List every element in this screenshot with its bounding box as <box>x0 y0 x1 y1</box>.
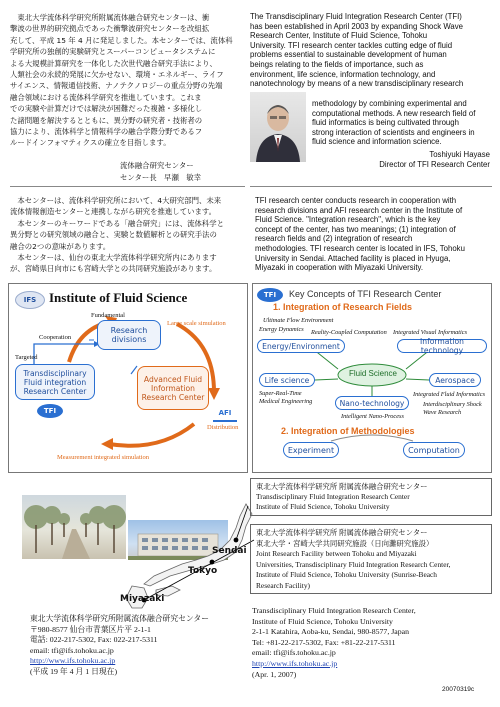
intro-en-sig-title: Director of TFI Research Center <box>379 159 490 169</box>
label-fundamental: Fundamental <box>91 312 125 319</box>
intro-en-line: computational methods. A new research field of <box>312 108 476 118</box>
information-technology-box <box>397 339 487 353</box>
footer-en <box>252 606 494 680</box>
divider <box>250 186 492 187</box>
miyazaki-box-line-5: Institute of Fluid Science, Tohoku University (Sunrise-Beach <box>256 570 438 579</box>
intro-en-sig-name: Toshiyuki Hayase <box>429 150 490 159</box>
sendai-facility-box <box>250 478 492 516</box>
intro-jp-line: 人類社会の永続的発展に欠かせない、環境・エネルギー、ライフ <box>10 70 224 80</box>
intro-jp-signature <box>120 160 250 184</box>
sendai-box-line-2: Transdisciplinary Fluid Integration Research Center <box>256 492 410 501</box>
miyazaki-box-line-6: Research Facility) <box>256 580 310 590</box>
center-en-line: Fluid Science. "Integration research", which is the key <box>255 215 441 225</box>
footer-jp-line-2: 〒980-8577 仙台市青葉区片平 2-1-1 <box>30 624 151 634</box>
footer-en-website-link[interactable]: http://www.ifs.tohoku.ac.jp <box>252 658 338 668</box>
label-distribution: Distribution <box>207 424 239 431</box>
miyazaki-facility-box <box>250 524 492 594</box>
footer-en-line-3: 2-1-1 Katahira, Aoba-ku, Sendai, 980-8577, Japan <box>252 627 409 637</box>
intro-en-line: nanotechnology by means of a new transdisciplinary research <box>250 79 464 89</box>
label-ultimate-flow: Ultimate Flow Environment <box>263 317 334 324</box>
sendai-box-line-1: 東北大学流体科学研究所 附属流体融合研究センター <box>256 482 428 491</box>
afi-logo-icon: AFI <box>213 406 237 422</box>
key-concepts-panel <box>252 283 492 473</box>
concepts-section-2: 2. Integration of Methodologies <box>281 426 415 436</box>
center-jp-line: が、宮崎県日向市にも宮崎大学との共同研究施設があります。 <box>10 264 217 274</box>
ifs-logo-icon: IFS <box>15 291 45 309</box>
information-technology-label: Information technology <box>420 337 464 355</box>
tfi-center-label: Transdisciplinary Fluid integration Research Center <box>23 368 87 396</box>
label-super-real-time: Super-Real-Time Medical Engineering <box>259 390 313 405</box>
center-en-line: methodologies. TFI research center is located in IFS, Tohoku <box>255 243 465 253</box>
intro-en-line: University. TFI research center tackles cutting edge of fluid <box>250 40 453 50</box>
center-en-line: research fields and (2) integration of research <box>255 234 413 244</box>
intro-jp-line: ルードインフォマティクスの確立を目指します。 <box>10 138 171 148</box>
label-integrated-visual: Integrated Visual Informatics <box>393 329 468 336</box>
sendai-label: Sendai <box>212 546 247 556</box>
miyazaki-box-line-3: Joint Research Facility between Tohoku and Miyazaki <box>256 549 417 558</box>
intro-jp-line: 撃波の世界的研究拠点であった衝撃波研究センターを改組拡 <box>10 24 210 34</box>
aerospace-box <box>429 373 481 387</box>
footer-jp-line-1: 東北大学流体科学研究所附属流体融合研究センター <box>30 614 210 623</box>
label-intelligent-nano: Intelligent Nano-Process <box>341 413 404 420</box>
intro-en-line: Research Center, Institute of Fluid Science, Tohoku <box>250 31 428 41</box>
center-en-line: research divisions and AFI research center in the Institute of <box>255 205 463 215</box>
document-code: 20070319c <box>442 686 475 693</box>
intro-en-line: strong interaction of scientists and engineers in <box>312 127 475 137</box>
center-en-line: TFI research center conducts research in cooperation with <box>255 196 457 205</box>
director-portrait <box>250 92 306 162</box>
research-divisions-label: Research divisions <box>110 326 148 344</box>
afi-center-label: Advanced Fluid Information Research Center <box>141 374 205 402</box>
intro-jp-line: 協力により、流体科学と情報科学の融合学際分野であるフ <box>10 127 203 137</box>
afi-center-box <box>137 366 209 410</box>
miyazaki-box-line-4: Universities, Transdisciplinary Fluid Integration Research Center, <box>256 559 451 569</box>
footer-en-line-4: Tel: +81-22-217-5302, Fax: +81-22-217-5311 <box>252 637 396 647</box>
experiment-label: Experiment <box>287 445 335 455</box>
center-en-line: concept of the center, has two meanings; (1) integration of <box>255 224 456 234</box>
intro-jp-line: 東北大学流体科学研究所附属流体融合研究センターは、衝 <box>10 13 210 22</box>
center-jp <box>10 195 250 275</box>
footer-jp-line-3: 電話: 022-217-5302, Fax: 022-217-5311 <box>30 635 158 645</box>
center-jp-line: 本センターは、流体科学研究所において、4大研究部門、未来 <box>10 196 222 205</box>
computation-box <box>403 442 465 458</box>
label-large-scale-simulation: Large scale simulation <box>167 320 226 327</box>
intro-jp-line: サイエンス、情報通信技術、ナノテクノロジーの重点分野の先端 <box>10 81 223 91</box>
center-en-line: University in Sendai. Attached facility is placed in Hyuga, <box>255 253 451 263</box>
footer-jp-website-link[interactable]: http://www.ifs.tohoku.ac.jp <box>30 656 116 666</box>
ifs-diagram-title: Institute of Fluid Science <box>49 290 188 305</box>
concepts-section-1: 1. Integration of Research Fields <box>273 302 413 312</box>
center-en <box>255 196 493 273</box>
divider <box>10 186 245 187</box>
tfi-logo-icon: TFI <box>37 404 63 418</box>
tfi-center-box <box>15 364 95 400</box>
miyazaki-label: Miyazaki <box>120 594 165 604</box>
intro-jp-line: 融合領域における流体科学研究を推進しています。これま <box>10 92 202 102</box>
intro-jp-line: での実験や計算だけでは解決が困難だった複雑・多様化し <box>10 104 203 114</box>
footer-jp-line-4: email: tfi@ifs.tohoku.ac.jp <box>30 645 114 655</box>
footer-jp <box>30 614 250 678</box>
computation-label: Computation <box>408 445 460 455</box>
fluid-science-label: Fluid Science <box>348 369 398 378</box>
center-jp-line: 本センターは、仙台の東北大学流体科学研究所内にあります <box>10 253 217 263</box>
miyazaki-box-line-1: 東北大学流体科学研究所 附属流体融合研究センター <box>256 528 428 537</box>
nano-technology-label: Nano-technology <box>339 398 405 408</box>
footer-en-line-1: Transdisciplinary Fluid Integration Research Center, <box>252 606 416 615</box>
portrait-image-icon <box>250 92 306 162</box>
energy-environment-label: Energy/Environment <box>262 341 340 351</box>
footer-en-date: (Apr. 1, 2007) <box>252 669 297 679</box>
intro-en-line: has been established in April 2003 by expanding Shock Wave <box>250 21 463 31</box>
intro-en-line: environment, life science, information technology, and <box>250 69 436 79</box>
concepts-title: Key Concepts of TFI Research Center <box>289 289 442 299</box>
intro-jp <box>10 12 245 149</box>
nano-technology-box <box>335 396 409 410</box>
experiment-box <box>283 442 339 458</box>
center-jp-line: 異分野との研究領域の融合と、実験と数値解析との研究手法の <box>10 230 217 240</box>
intro-jp-line: た諸問題を解決するとともに、異分野の研究者・技術者の <box>10 115 203 125</box>
label-integrated-fluid-informatics: Integrated Fluid Informatics <box>413 391 486 398</box>
intro-en-line: fluid informatics is being cultivated through <box>312 118 459 128</box>
ifs-diagram <box>8 283 248 473</box>
center-jp-line: 本センターのキーワードである「融合研究」には、流体科学と <box>10 218 225 228</box>
intro-jp-line: よる大規模計算研究を一体化した次世代融合研究手法により、 <box>10 58 217 68</box>
tokyo-label: Tokyo <box>188 566 218 576</box>
center-en-line: Miyazaki in cooperation with Miyazaki University. <box>255 263 423 273</box>
sendai-box-line-3: Institute of Fluid Science, Tohoku University <box>256 502 390 511</box>
intro-en-right <box>312 99 492 147</box>
label-measurement-integrated: Measurement integrated simulation <box>57 454 150 461</box>
tfi-concepts-logo-icon: TFI <box>257 288 283 302</box>
intro-en-line: beings relating to the fields of importance, such as <box>250 59 424 69</box>
intro-en <box>250 12 490 89</box>
intro-en-line: The Transdisciplinary Fluid Integration Research Center (TFI) <box>250 12 462 21</box>
footer-jp-date: (平成 19 年 4 月 1 日現在) <box>30 666 118 676</box>
life-science-label: Life science <box>264 375 310 385</box>
center-jp-line: 流体情報創造センターと連携しながら研究を推進しています。 <box>10 207 217 217</box>
intro-jp-sig-director: センター長 早瀬 敏幸 <box>120 173 202 182</box>
footer-en-line-2: Institute of Fluid Science, Tohoku University <box>252 616 393 626</box>
intro-en-line: fluid science and information science. <box>312 137 442 147</box>
intro-en-line: methodology by combining experimental and <box>312 99 467 108</box>
footer-en-line-5: email: tfi@ifs.tohoku.ac.jp <box>252 648 336 658</box>
research-divisions-box <box>97 320 161 350</box>
intro-en-line: problems essential to sustainable development of human <box>250 50 447 60</box>
life-science-box <box>259 373 315 387</box>
miyazaki-box-line-2: 東北大学・宮崎大学共同研究施設（日向灘研究施設） <box>256 538 434 548</box>
energy-environment-box <box>257 339 345 353</box>
intro-jp-sig-center: 流体融合研究センター <box>120 161 194 170</box>
label-reality-coupled: Reality-Coupled Computation <box>311 329 387 336</box>
label-energy-dynamics: Energy Dynamics <box>259 326 304 333</box>
label-interdisciplinary-shock: Interdisciplinary Shock Wave Research <box>423 401 482 416</box>
intro-jp-line: 学研究所の独創的実験研究とスーパーコンピュータシステムに <box>10 47 216 57</box>
intro-en-signature <box>330 150 490 169</box>
intro-jp-line: 充して、平成 15 年 4 月に発足しました。本センターでは、流体科 <box>10 35 233 45</box>
aerospace-label: Aerospace <box>435 375 475 385</box>
label-cooperation: Cooperation <box>39 334 72 341</box>
center-jp-line: 融合の2つの意味があります。 <box>10 241 111 251</box>
label-targeted: Targeted <box>15 354 38 361</box>
